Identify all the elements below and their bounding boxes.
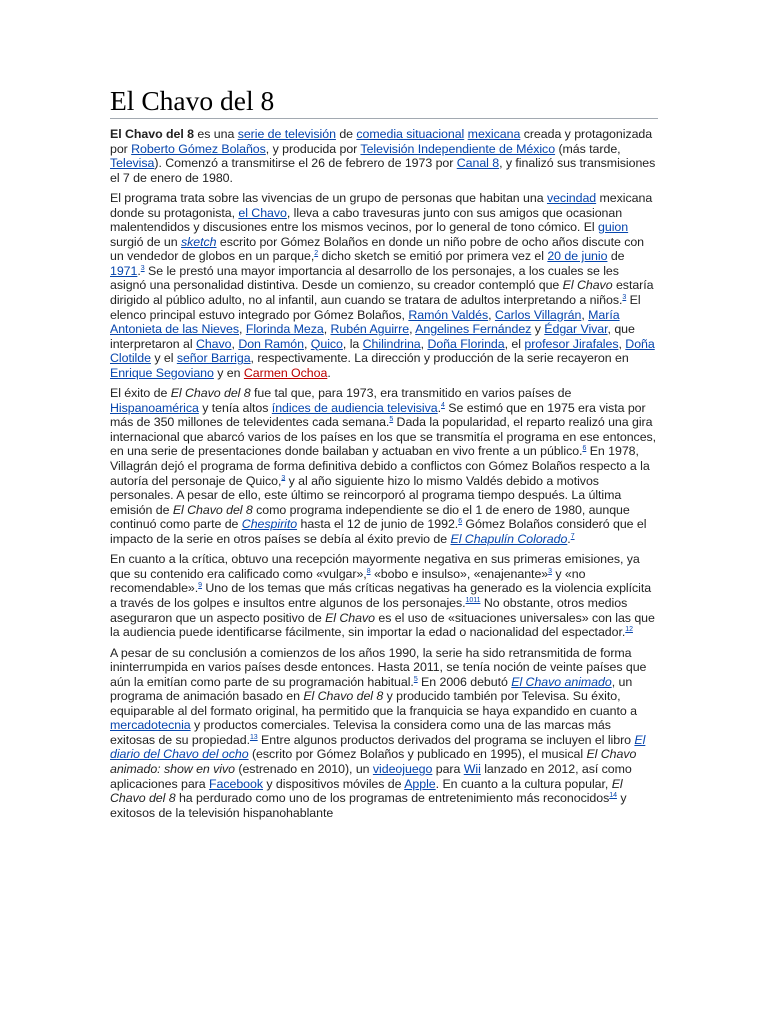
link-indices-de-audiencia[interactable]: índices de audiencia televisiva (271, 400, 438, 415)
text: , (581, 307, 589, 322)
article-content (110, 86, 658, 826)
text: , un programa de animación basado en (110, 674, 633, 704)
paragraph-plot (110, 191, 658, 380)
link-mexicana[interactable]: mexicana (467, 127, 521, 141)
link-hispanoamerica[interactable]: Hispanoamérica (110, 400, 199, 415)
text: No obstante, otros medios aseguraron que un aspecto positivo de (110, 595, 628, 625)
reference-link[interactable]: 1011 (465, 596, 481, 604)
reference-link[interactable]: 8 (366, 567, 371, 575)
text: ha perdurado como uno de los programas de entretenimiento más reconocidos (175, 791, 610, 806)
reference-link[interactable]: 5 (413, 675, 418, 683)
reference-link[interactable]: 7 (570, 532, 575, 540)
text: y «no recomendable». (110, 566, 586, 596)
text: , respectivamente. La dirección y producción de la serie recayeron en (250, 351, 629, 366)
text: En 1978, Villagrán dejó el programa de forma definitiva debido a conflictos con Gómez Bolaños respecto a la autoría del personaje de Quico, (110, 444, 650, 488)
link-ramon-valdes[interactable]: Ramón Valdés (408, 307, 489, 322)
text: es una (194, 127, 238, 141)
text: Se estimó que en 1975 era vista por más de 350 millones de televidentes cada semana. (110, 400, 646, 430)
reference-link[interactable]: 14 (609, 791, 617, 799)
text: estaría dirigido al público adulto, no al infantil, aun cuando se tratara de adultos interpretando a niños. (110, 278, 654, 308)
reference (466, 597, 481, 604)
text: Gómez Bolaños consideró que el impacto de la serie en otros países se debía al éxito previo de (110, 517, 647, 546)
text: , la (342, 336, 363, 351)
link-guion[interactable]: guion (598, 220, 629, 235)
link-el-chavo-animado[interactable] (511, 675, 611, 689)
text: , y finalizó sus transmisiones el 7 de enero de 1980. (110, 156, 656, 185)
text: y producido también por Televisa. Su éxito, equiparable al del formato original, ha permitido que la franquicia se haya expandido en cuanto a (110, 689, 637, 718)
link-20-de-junio[interactable]: 20 de junio (547, 249, 608, 264)
reference-link[interactable]: 3 (140, 264, 145, 272)
text: y (531, 322, 545, 337)
link-chapulin-text: El Chapulín Colorado (450, 531, 568, 546)
link-edgar-vivar[interactable]: Édgar Vivar (544, 322, 608, 337)
reference-link[interactable]: 3 (622, 293, 627, 301)
reference-link[interactable]: 4 (441, 401, 445, 409)
link-senor-barriga[interactable]: señor Barriga (176, 351, 251, 366)
text: y exitosos de la televisión hispanohablante (110, 791, 627, 820)
link-diario-text: El diario del Chavo del ocho (110, 732, 646, 762)
link-maria-antonieta[interactable]: María Antonieta de las Nieves (110, 307, 620, 337)
text: El éxito de (110, 386, 171, 401)
link-chespirito-text: Chespirito (241, 517, 298, 532)
text: . En cuanto a la cultura popular, (435, 776, 612, 791)
text: , (409, 322, 416, 337)
text: , el (504, 336, 525, 351)
text: «bobo e insulso», «enajenante» (370, 566, 549, 581)
text: , (488, 307, 495, 322)
link-television-independiente[interactable]: Televisión Independiente de México (360, 141, 556, 156)
text: , (618, 336, 626, 351)
text: , (420, 336, 428, 351)
link-vecindad[interactable]: vecindad (546, 191, 597, 206)
link-apple[interactable]: Apple (404, 776, 436, 791)
link-serie-de-television[interactable]: serie de televisión (237, 127, 336, 141)
paragraph-intro (110, 127, 658, 185)
link-wii[interactable]: Wii (463, 761, 481, 776)
link-florinda-meza[interactable]: Florinda Meza (245, 322, 324, 337)
reference-link[interactable]: 9 (198, 582, 203, 590)
italic-title: El Chavo del 8 (110, 776, 623, 806)
text: lanzado en 2012, así como aplicaciones para (110, 761, 632, 791)
italic-title: El Chavo (325, 610, 375, 625)
text: El elenco principal estuvo integrado por Gómez Bolaños, (110, 293, 641, 322)
text: Uno de los temas que más críticas negativas ha generado es la violencia explícita a través de los golpes e insultos entre algunos de los personajes. (110, 581, 652, 610)
italic-title: El Chavo del 8 (172, 502, 253, 517)
text: . (327, 365, 331, 380)
link-roberto-gomez-bolanos[interactable]: Roberto Gómez Bolaños (131, 141, 266, 156)
text: En cuanto a la crítica, obtuvo una recepción mayormente negativa en sus primeras emisiones, ya que su contenido era calificado como «vulgar», (110, 552, 640, 581)
reference-link[interactable]: 3 (281, 474, 286, 482)
link-sketch[interactable] (181, 235, 217, 249)
text: hasta el 12 de junio de 1992. (297, 517, 459, 532)
link-angelines-fernandez[interactable]: Angelines Fernández (415, 322, 532, 337)
text: , que interpretaron al (110, 322, 635, 351)
link-chilindrina[interactable]: Chilindrina (362, 336, 421, 351)
text: A pesar de su conclusión a comienzos de los años 1990, la serie ha sido retransmitida de forma ininterrumpida en varios países desde entonces. Hasta 2011, se tenía noción de veinte países que aún la emitían como parte de su programación habitual. (110, 645, 647, 689)
text: (más tarde, (555, 141, 621, 156)
text: En 2006 debutó (417, 674, 512, 689)
reference (625, 626, 633, 633)
reference (250, 734, 258, 741)
link-profesor-jirafales[interactable]: profesor Jirafales (524, 336, 619, 351)
link-el-chavo[interactable]: el Chavo (238, 205, 287, 220)
bold-title: El Chavo del 8 (110, 127, 194, 141)
text: surgió de un (110, 234, 181, 249)
link-carmen-ochoa[interactable]: Carmen Ochoa (243, 365, 328, 380)
text: y el (150, 351, 177, 366)
article-title: El Chavo del 8 (110, 86, 658, 119)
text: es el uso de «situaciones universales» con las que la audiencia puede identificarse fácilmente, sin importar la edad o nacionalidad del espectador. (110, 610, 655, 640)
link-1971[interactable]: 1971 (110, 263, 138, 278)
text: El programa trata sobre las vivencias de un grupo de personas que habitan una (110, 191, 547, 206)
link-dona-clotilde[interactable]: Doña Clotilde (110, 336, 655, 366)
italic-title: El Chavo del 8 (170, 386, 251, 401)
link-chavo[interactable]: Chavo (195, 336, 232, 351)
text: , (323, 322, 331, 337)
paragraph-criticism (110, 552, 658, 639)
reference-link[interactable]: 3 (548, 567, 552, 575)
link-canal-8[interactable]: Canal 8 (456, 156, 500, 171)
link-comedia-situacional[interactable]: comedia situacional (356, 127, 465, 141)
text: (estrenado en 2010), un (235, 761, 373, 776)
text: (escrito por Gómez Bolaños y publicado en 1995), el musical (248, 747, 587, 762)
text: . (137, 263, 141, 278)
italic-title: El Chavo del 8 (303, 689, 384, 704)
text: de (335, 127, 357, 141)
paragraph-success (110, 386, 658, 546)
italic-title: El Chavo animado: show en vivo (110, 747, 637, 776)
text: y tenía altos (198, 400, 272, 415)
reference (609, 792, 617, 799)
reference-link[interactable]: 6 (582, 445, 587, 453)
text: Dada la popularidad, el reparto realizó una gira internacional que abarcó varios de los países en los que se transmitía el programa en ese entonces, en una serie de presentaciones donde bailaban y actuaban en vivo frente a un público. (110, 415, 657, 459)
text: , (303, 336, 311, 351)
reference (571, 533, 575, 540)
text: , y producida por (265, 141, 361, 156)
text: creada y protagonizada por (110, 127, 653, 156)
text: , (231, 336, 239, 351)
link-chespirito[interactable] (242, 517, 297, 531)
text: ). Comenzó a transmitirse el 26 de febrero de 1973 por (154, 156, 457, 171)
link-carlos-villagran[interactable]: Carlos Villagrán (494, 307, 582, 322)
text: fue tal que, para 1973, era transmitido en varios países de (250, 386, 572, 401)
link-sketch-text: sketch (181, 234, 217, 249)
text: y productos comerciales. Televisa la considera como una de las marcas más exitosas de su propiedad. (110, 718, 611, 747)
link-quico[interactable]: Quico (310, 336, 343, 351)
link-el-chapulin-colorado[interactable] (450, 531, 571, 546)
link-ruben-aguirre[interactable]: Rubén Aguirre (330, 322, 410, 337)
text: como programa independiente se dio el 1 de enero de 1980, aunque continuó como parte de (110, 502, 630, 532)
text: de (607, 249, 625, 264)
text: . (567, 531, 571, 546)
link-televisa[interactable]: Televisa (110, 156, 155, 171)
text: Se le prestó una mayor importancia al desarrollo de los personajes, a los cuales se les asignó una personalidad distintiva. Desde un comienzo, su creador contempló que (110, 263, 619, 293)
text: y en (213, 365, 244, 380)
link-mercadotecnia[interactable]: mercadotecnia (110, 718, 191, 733)
reference-link[interactable]: 2 (314, 250, 319, 258)
text: escrito por Gómez Bolaños en donde un niño pobre de ocho años discute con un vendedor de globos en un parque, (110, 234, 645, 264)
text: dicho sketch se emitió por primera vez el (318, 249, 548, 264)
link-dona-florinda[interactable]: Doña Florinda (427, 336, 505, 351)
link-animado-text: El Chavo animado (511, 674, 612, 689)
paragraph-legacy (110, 646, 658, 821)
text: , lleva a cabo travesuras junto con sus amigos que ocasionan malentendidos y discusiones entre los mismos vecinos, por lo general de tono cómico. El (110, 205, 623, 235)
link-facebook[interactable]: Facebook (208, 776, 263, 791)
text: mexicana donde su protagonista, (110, 191, 653, 220)
italic-title: El Chavo (562, 278, 613, 293)
text: , (239, 322, 246, 337)
reference-link[interactable]: 13 (249, 733, 258, 741)
link-enrique-segoviano[interactable]: Enrique Segoviano (110, 365, 214, 380)
text: y al año siguiente hizo lo mismo Valdés debido a motivos personales. A pesar de ello, este último se reincorporó al programa tiempo después. La última emisión de (110, 473, 622, 517)
text: . (437, 400, 442, 415)
reference-link[interactable]: 12 (625, 625, 633, 633)
text: y dispositivos móviles de (263, 776, 405, 791)
link-don-ramon[interactable]: Don Ramón (238, 336, 304, 351)
reference-link[interactable]: 6 (458, 518, 463, 526)
text: para (432, 761, 464, 776)
link-videojuego[interactable]: videojuego (372, 761, 433, 776)
reference-link[interactable]: 5 (389, 416, 394, 424)
text: Entre algunos productos derivados del programa se incluyen el libro (257, 732, 635, 747)
